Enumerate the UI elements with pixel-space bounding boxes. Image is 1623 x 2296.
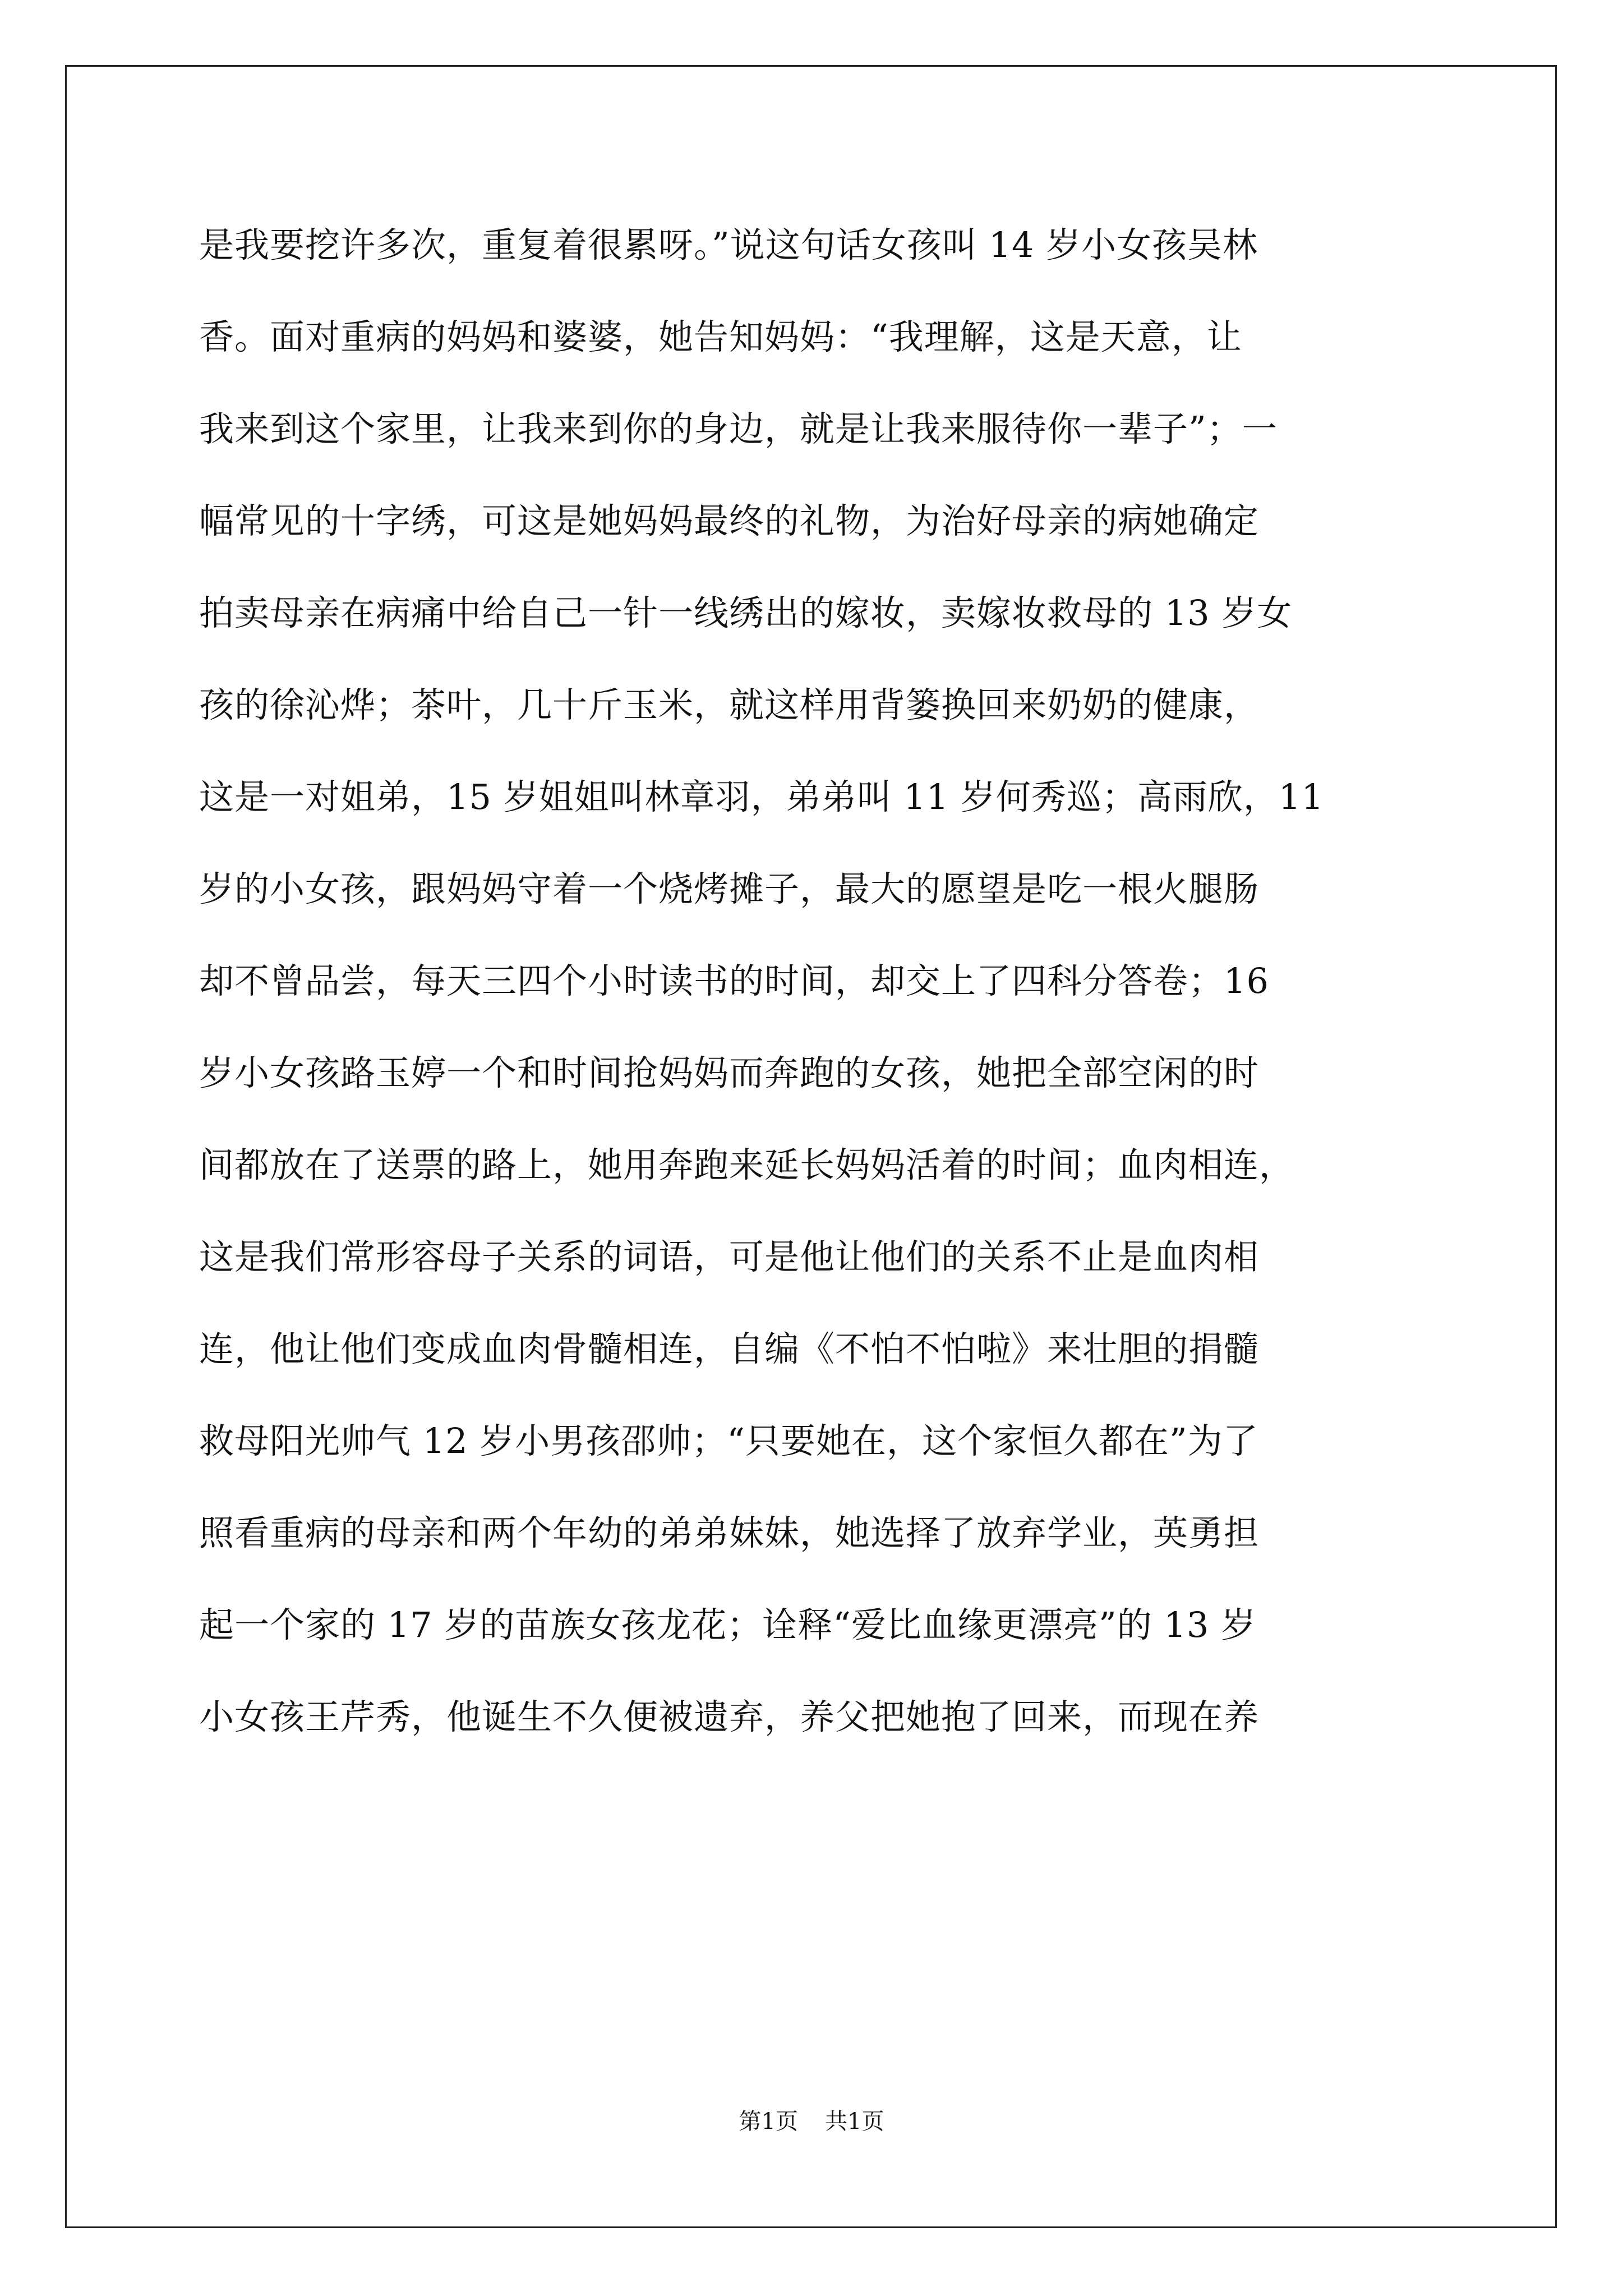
text-line: 却不曾品尝，每天三四个小时读书的时间，却交上了四科分答卷；16 — [199, 960, 1269, 1001]
total-pages: 共1页 — [825, 2109, 884, 2134]
text-line: 这是一对姐弟，15 岁姐姐叫林章羽，弟弟叫 11 岁何秀巡；高雨欣，11 — [199, 776, 1324, 817]
document-body — [199, 199, 1433, 1763]
text-line: 岁的小女孩，跟妈妈守着一个烧烤摊子，最大的愿望是吃一根火腿肠 — [199, 868, 1260, 909]
text-line: 我来到这个家里，让我来到你的身边，就是让我来服待你一辈子”；一 — [199, 408, 1278, 449]
text-line: 连，他让他们变成血肉骨髓相连，自编《不怕不怕啦》来壮胆的捐髓 — [199, 1328, 1260, 1369]
page-footer — [0, 2105, 1623, 2138]
text-line: 起一个家的 17 岁的苗族女孩龙花；诠释“爱比血缘更漂亮”的 13 岁 — [199, 1604, 1257, 1645]
text-line: 照看重病的母亲和两个年幼的弟弟妹妹，她选择了放弃学业，英勇担 — [199, 1512, 1260, 1553]
text-line: 幅常见的十字绣，可这是她妈妈最终的礼物，为治好母亲的病她确定 — [199, 500, 1260, 541]
text-line: 岁小女孩路玉婷一个和时间抢妈妈而奔跑的女孩，她把全部空闲的时 — [199, 1052, 1260, 1093]
text-line: 拍卖母亲在病痛中给自己一针一线绣出的嫁妆，卖嫁妆救母的 13 岁女 — [199, 592, 1293, 633]
text-line: 这是我们常形容母子关系的词语，可是他让他们的关系不止是血肉相 — [199, 1236, 1260, 1277]
text-line: 救母阳光帅气 12 岁小男孩邵帅；“只要她在，这个家恒久都在”为了 — [199, 1420, 1258, 1461]
text-line: 孩的徐沁烨；茶叶，几十斤玉米，就这样用背篓换回来奶奶的健康， — [199, 684, 1260, 725]
text-line: 香。面对重病的妈妈和婆婆，她告知妈妈：“我理解，这是天意，让 — [199, 316, 1242, 357]
text-line: 小女孩王芹秀，他诞生不久便被遗弃，养父把她抱了回来，而现在养 — [199, 1696, 1260, 1737]
page-number: 第1页 — [739, 2109, 798, 2134]
text-line: 间都放在了送票的路上，她用奔跑来延长妈妈活着的时间；血肉相连， — [199, 1144, 1295, 1185]
text-line: 是我要挖许多次，重复着很累呀。”说这句话女孩叫 14 岁小女孩吴林 — [199, 224, 1258, 265]
